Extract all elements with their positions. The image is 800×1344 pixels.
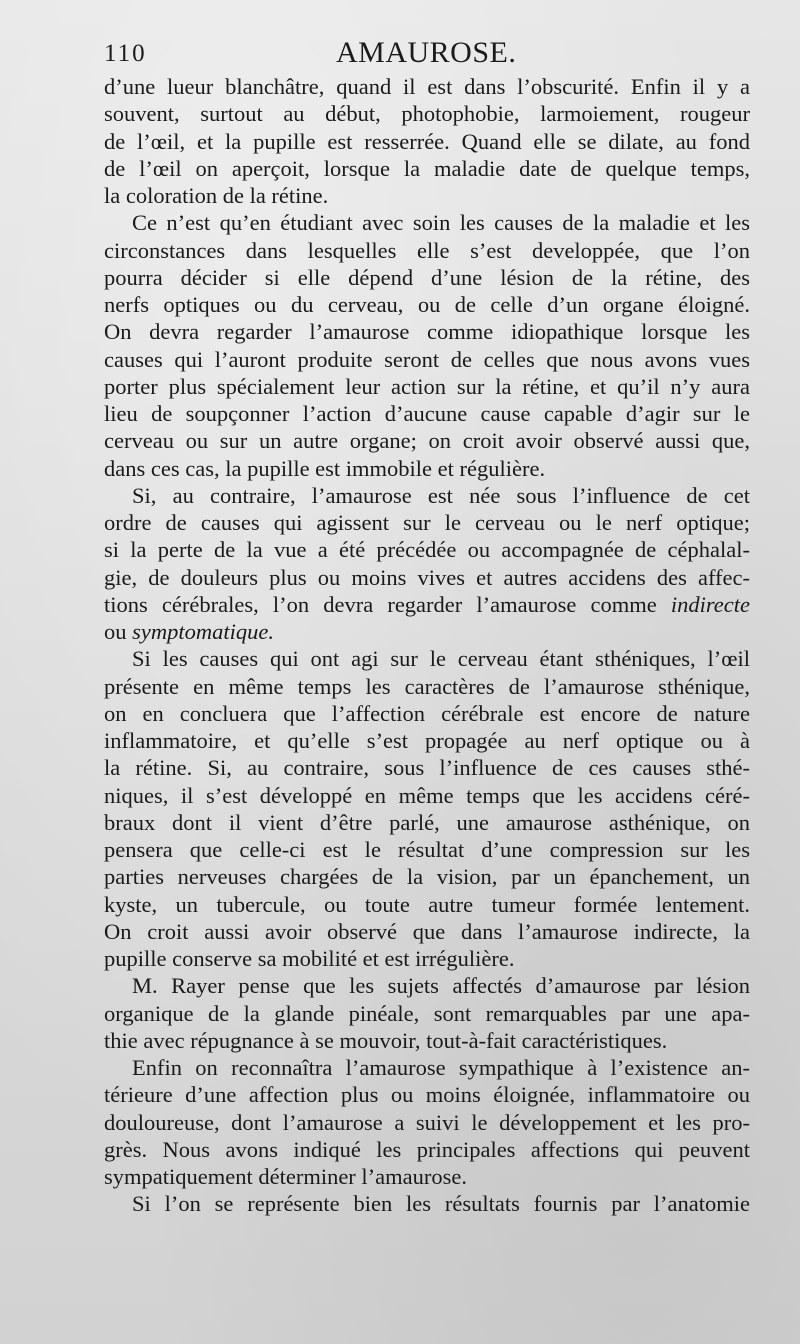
text-line — [104, 782, 750, 809]
running-head: AMAUROSE. — [336, 36, 517, 69]
text-line — [104, 564, 750, 591]
text-line-content: ordre de causes qui agissent sur le cerveau ou le nerf optique; — [104, 510, 750, 535]
text-line-content: térieure d’une affection plus ou moins éloignée, inflammatoire ou — [104, 1082, 750, 1108]
text-line-content: grès. Nous avons indiqué les principales affections qui peuvent — [104, 1136, 750, 1162]
text-line-content: ou — [104, 619, 127, 644]
text-line-content: la rétine. Si, au contraire, sous l’influence de ces causes sthé- — [104, 755, 750, 781]
page-header — [104, 36, 750, 76]
text-line-content: tions cérébrales, l’on devra regarder l’amaurose comme — [104, 591, 657, 617]
text-line — [104, 237, 750, 264]
text-line — [104, 1136, 750, 1163]
text-line — [104, 836, 750, 863]
text-line-content: Si, au contraire, l’amaurose est née sous l’influence de cet — [132, 482, 750, 508]
text-line-content: cerveau ou sur un autre organe; on croit avoir observé aussi que, — [104, 428, 750, 454]
text-line-content: pensera que celle-ci est le résultat d’une compression sur les — [104, 837, 750, 862]
text-line — [104, 128, 750, 155]
text-line-content: si la perte de la vue a été précédée ou accompagnée de céphalal- — [104, 537, 750, 563]
text-line-content: lieu de soupçonner l’action d’aucune cause capable d’agir sur le — [104, 401, 750, 426]
text-line — [104, 482, 750, 509]
text-line — [104, 918, 750, 945]
text-line — [104, 645, 750, 672]
text-line — [104, 1000, 750, 1027]
text-line-content: souvent, surtout au début, photophobie, larmoiement, rougeur — [104, 101, 750, 127]
text-line — [104, 945, 750, 972]
text-line — [104, 455, 750, 482]
italic-term: symptomatique. — [132, 619, 274, 644]
text-line-content: On croit aussi avoir observé que dans l’amaurose indirecte, la — [104, 918, 750, 944]
text-line — [104, 1054, 750, 1081]
text-line — [104, 591, 750, 618]
text-line-content: On devra regarder l’amaurose comme idiopathique lorsque les — [104, 319, 750, 345]
text-line-content: la coloration de la rétine. — [104, 183, 329, 208]
text-line — [104, 182, 750, 209]
text-line-content: porter plus spécialement leur action sur la rétine, et qu’il n’y aura — [104, 373, 750, 399]
text-line-content: de l’œil on aperçoit, lorsque la maladie date de quelque temps, — [104, 155, 750, 181]
body-text — [104, 73, 750, 1218]
text-line-content: Si l’on se représente bien les résultats fournis par l’anatomie — [132, 1191, 750, 1217]
text-line-content: Ce n’est qu’en étudiant avec soin les causes de la maladie et les — [132, 210, 750, 236]
text-line-content: pupille conserve sa mobilité et est irrégulière. — [104, 946, 515, 971]
text-line-content: thie avec répugnance à se mouvoir, tout-à-fait caractéristiques. — [104, 1027, 668, 1053]
text-line — [104, 264, 750, 291]
text-line — [104, 536, 750, 563]
text-line-content: gie, de douleurs plus ou moins vives et autres accidens des affec- — [104, 564, 750, 590]
text-line-content: inflammatoire, et qu’elle s’est propagée au nerf optique ou à — [104, 728, 750, 753]
text-line — [104, 346, 750, 373]
text-line — [104, 209, 750, 236]
text-line-content: sympatiquement déterminer l’amaurose. — [104, 1164, 467, 1189]
text-line-content: parties nerveuses chargées de la vision, par un épanchement, un — [104, 864, 750, 890]
text-line — [104, 73, 750, 100]
text-line-content: organique de la glande pinéale, sont remarquables par une apa- — [104, 1000, 750, 1026]
text-line — [104, 509, 750, 536]
text-line — [104, 727, 750, 754]
page-number: 110 — [104, 40, 147, 67]
italic-term: indirecte — [670, 591, 750, 617]
text-line — [104, 100, 750, 127]
text-line — [104, 809, 750, 836]
text-line — [104, 155, 750, 182]
text-line — [104, 618, 750, 645]
text-line — [104, 1081, 750, 1108]
text-line — [104, 1027, 750, 1054]
text-line-content: dans ces cas, la pupille est immobile et régulière. — [104, 455, 546, 481]
text-line-content: présente en même temps les caractères de l’amaurose sthénique, — [104, 673, 750, 699]
text-line-content: niques, il s’est développé en même temps que les accidens céré- — [104, 782, 750, 808]
text-line — [104, 700, 750, 727]
text-line-content: douloureuse, dont l’amaurose a suivi le développement et les pro- — [104, 1109, 750, 1135]
text-line — [104, 318, 750, 345]
text-line-content: nerfs optiques ou du cerveau, ou de celle d’un organe éloigné. — [104, 292, 750, 317]
text-line — [104, 1109, 750, 1136]
text-line — [104, 891, 750, 918]
text-line — [104, 673, 750, 700]
text-line-content: causes qui l’auront produite seront de celles que nous avons vues — [104, 346, 750, 372]
text-line — [104, 1190, 750, 1217]
text-line — [104, 863, 750, 890]
text-line-content: pourra décider si elle dépend d’une lésion de la rétine, des — [104, 264, 750, 290]
text-line — [104, 291, 750, 318]
text-line-content: Enfin on reconnaîtra l’amaurose sympathique à l’existence an- — [132, 1055, 750, 1080]
text-line-content: circonstances dans lesquelles elle s’est developpée, que l’on — [104, 237, 750, 263]
text-line-content: de l’œil, et la pupille est resserrée. Quand elle se dilate, au fond — [104, 128, 750, 154]
text-line — [104, 427, 750, 454]
text-line-content: Si les causes qui ont agi sur le cerveau étant sthéniques, l’œil — [132, 646, 750, 672]
text-line — [104, 400, 750, 427]
text-line-content: braux dont il vient d’être parlé, une amaurose asthénique, on — [104, 809, 750, 835]
text-line-content: d’une lueur blanchâtre, quand il est dans l’obscurité. Enfin il y a — [104, 74, 750, 99]
text-line — [104, 754, 750, 781]
text-line — [104, 373, 750, 400]
text-line — [104, 1163, 750, 1190]
text-line-content: on en concluera que l’affection cérébrale est encore de nature — [104, 700, 750, 726]
text-line-content: kyste, un tubercule, ou toute autre tumeur formée lentement. — [104, 891, 750, 917]
text-line — [104, 972, 750, 999]
text-line-content: M. Rayer pense que les sujets affectés d’amaurose par lésion — [132, 973, 750, 999]
